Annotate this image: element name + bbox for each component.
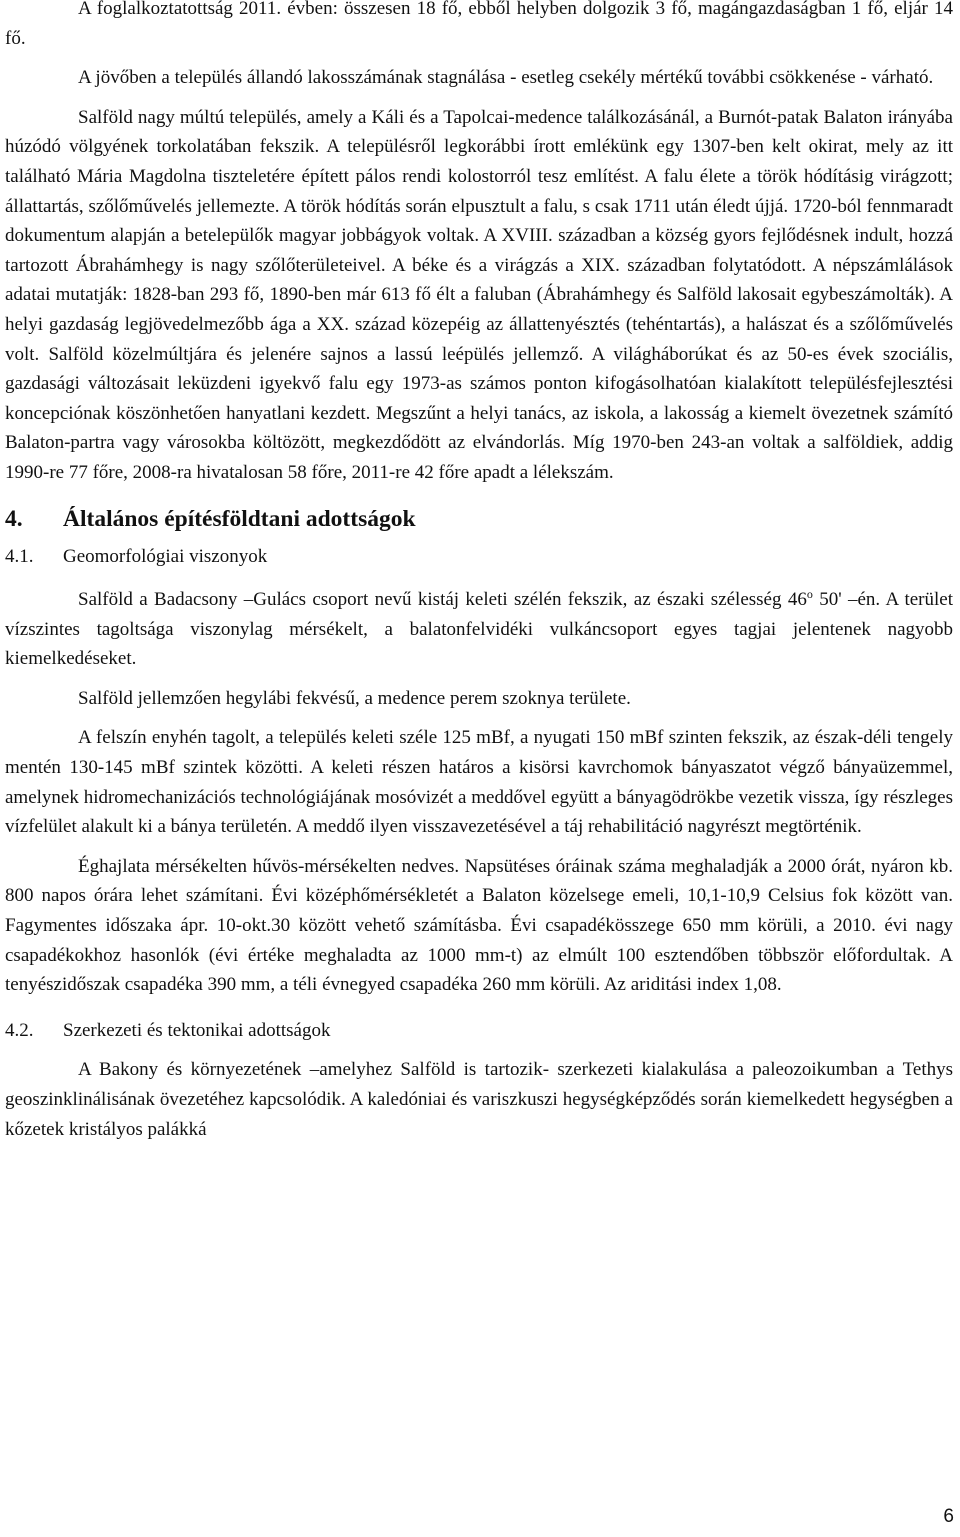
paragraph-climate: Éghajlata mérsékelten hűvös-mérsékelten nedves. Napsütéses óráinak száma meghaladják a 2000 órát, nyáron kb. 800 napos órára lehet számítani. Évi középhőmérsékletét a Balaton közelsege emeli, 10,1-10,9 Celsius fok között van. Fagymentes időszaka ápr. 10-okt.30 között vehető számításba. Évi csapadékösszege 650 mm körüli, a 2010. évi nagy csapadékokhoz hasonlók (évi értéke meghaladta az 1000 mm-t) az elmúlt 100 esztendőben többször előfordultak. A tenyészidőszak csapadéka 390 mm, a téli évnegyed csapadéka 260 mm körüli. Az ariditási index 1,08. [5,855,953,996]
paragraph-history: Salföld nagy múltú település, amely a Káli és a Tapolcai-medence találkozásánál, a Burnót-patak Balaton irányába húzódó völgyének torkolatában fekszik. A településről legkorábbi írott emlékünk egy 1307-ben kelt okirat, mely az itt található Mária Magdolna tiszteletére épített pálos rendi kolostorról tesz említést. A falu élete a török hódításig virágzott; állattartás, szőlőművelés jellemezte. A török hódítás során elpusztult a falu, s csak 1711 után éledt újjá. 1720-ból fennmaradt dokumentum alapján a betelepülők magyar jobbágyok voltak. A XVIII. században a község gyors fejlődésnek indult, hozzá tartozott Ábrahámhegy is nagy szőlőterületeivel. A béke és a virágzás a XIX. században folytatódott. A népszámlálások adatai mutatják: 1828-ban 293 fő, 1890-ben már 613 fő élt a faluban (Ábrahámhegy és Salföld lakosait egybeszámolták). A helyi gazdaság legjövedelmezőbb ága a XX. század közepéig az állattenyésztés (tehéntartás), a halászat és a szőlőművelés volt. Salföld közelmúltjára és jelenére sajnos a lassú leépülés jellemző. A világháborúkat és az 50-es évek szociális, gazdasági változásait leküzdeni igyekvő falu egy 1973-as számos ponton kifogásolhatóan kialakított településfejlesztési koncepciónak köszönhetően hanyatlani kezdett. Megszűnt a helyi tanács, az iskola, a lakosság a kiemelt övezetnek számító Balaton-partra vagy városokba költözött, megkezdődött az elvándorlás. Míg 1970-ben 243-an voltak a salföldiek, addig 1990-re 77 főre, 2008-ra hivatalosan 58 főre, 2011-re 42 főre apadt a lélekszám. [5,106,953,483]
paragraph-geomorphology-3: A felszín enyhén tagolt, a település keleti széle 125 mBf, a nyugati 150 mBf szinten fekszik, az észak-déli tengely mentén 130-145 mBf szintek közötti. A keleti részen határos a kisörsi kavrchomok bányaszatot végző bányaüzemmel, amelynek hidromechanizációs technológiájának mosóvizét a meddővel együtt a bányagödrökbe vezetik vissza, így részleges vízfelület alakult ki a bánya területén. A meddő ilyen visszavezetésével a táj rehabilitáció nagyrészt megtörténik. [5,727,953,838]
subsection-number: 4.2. [5,1019,34,1041]
section-heading-4 [5,504,953,534]
degree-superscript: o [806,587,813,602]
document-page [5,0,953,1144]
subsection-heading-4-2 [5,1016,953,1046]
page-number: 6 [943,1506,954,1527]
subsection-title: Geomorfológiai viszonyok [63,545,268,567]
paragraph-employment: A foglalkoztatottság 2011. évben: összesen 18 fő, ebből helyben dolgozik 3 fő, magángazdaságban 1 fő, eljár 14 fő. [5,0,953,49]
subsection-heading-4-1 [5,542,953,572]
paragraph-tectonic: A Bakony és környezetének –amelyhez Salföld is tartozik- szerkezeti kialakulása a paleozoikumban a Tethys geoszinklinálisának övezetéhez kapcsolódik. A kaledóniai és variszkuszi hegységképződés során kiemelkedett hegységben a kőzetek kristályos palákká [5,1059,953,1140]
paragraph-future: A jövőben a település állandó lakosszámának stagnálása - esetleg csekély mértékű további csökkenése - várható. [78,67,934,89]
paragraph-geomorphology-1 [5,585,953,674]
section-number: 4. [5,505,23,532]
section-title: Általános építésföldtani adottságok [63,505,416,532]
subsection-title: Szerkezeti és tektonikai adottságok [63,1019,331,1041]
text-part: 50' –én. A terület vízszintes tagoltsága viszonylag mérsékelt, a balatonfelvidéki vulkáncsoport egyes tagjai jelentenek nagyobb kiemelkedéseket. [5,589,954,670]
subsection-number: 4.1. [5,545,34,567]
paragraph-geomorphology-2: Salföld jellemzően hegylábi fekvésű, a medence perem szoknya területe. [78,687,631,709]
text-part: Salföld a Badacsony –Gulács csoport nevű kistáj keleti szélén fekszik, az északi szélesség 46 [78,589,807,611]
